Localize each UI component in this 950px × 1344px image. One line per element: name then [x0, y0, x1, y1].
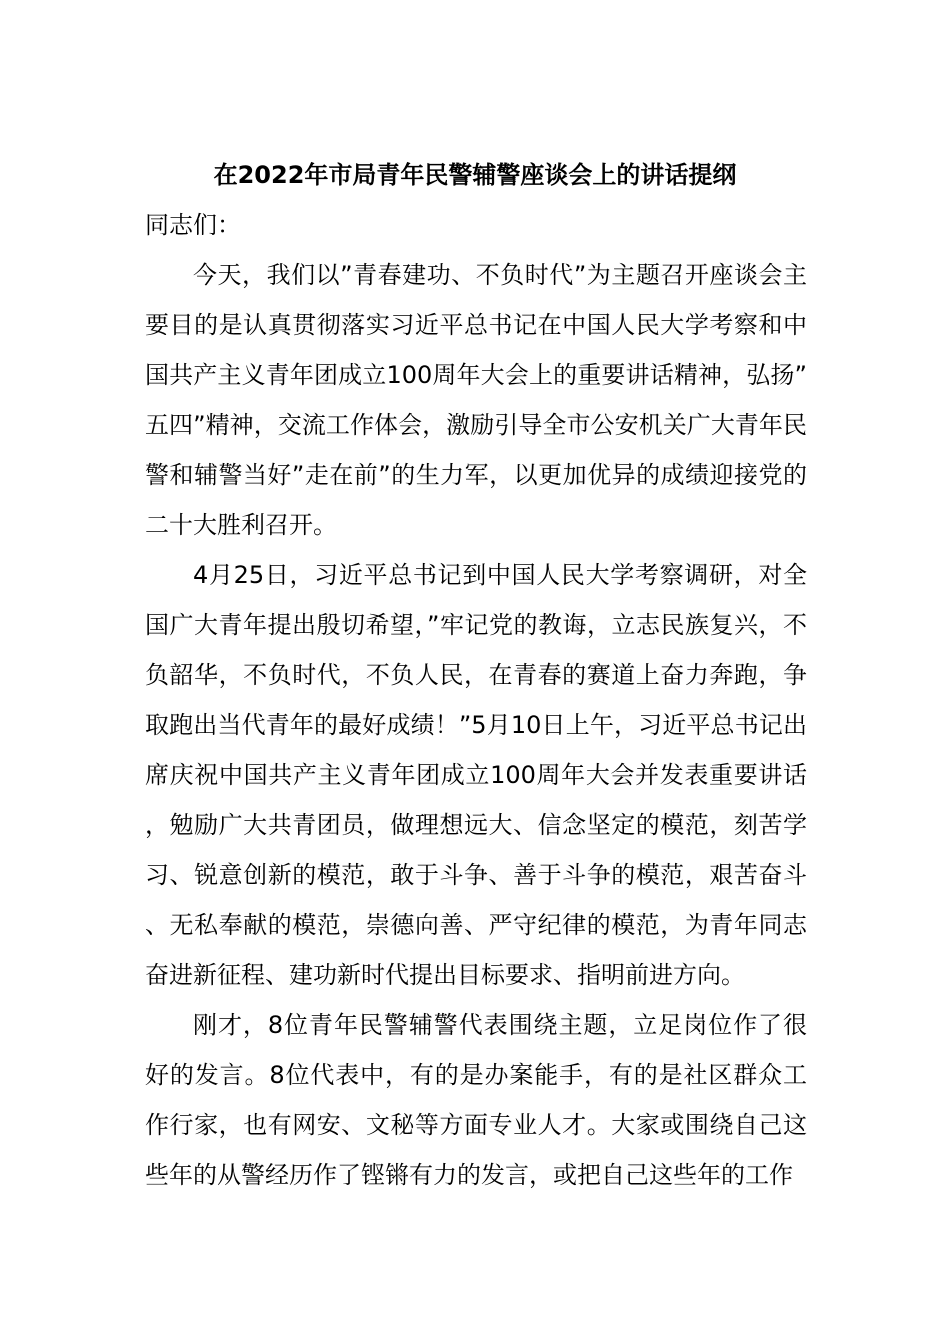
salutation: 同志们：: [145, 211, 241, 239]
paragraph-3: 刚才，8位青年民警辅警代表围绕主题，立足岗位作了很好的发言。8位代表中，有的是办案能手，有的是社区群众工作行家，也有网安、文秘等方面专业人才。大家或围绕自己这些年的从警经历作了铿锵有力的发言，或把自己这些年的工作: [145, 1011, 807, 1189]
document-title: 在2022年市局青年民警辅警座谈会上的讲话提纲: [213, 161, 737, 189]
paragraph-1: 今天，我们以”青春建功、不负时代”为主题召开座谈会主要目的是认真贯彻落实习近平总书记在中国人民大学考察和中国共产主义青年团成立100周年大会上的重要讲话精神，弘扬”五四”精神，交流工作体会，激励引导全市公安机关广大青年民警和辅警当好”走在前”的生力军，以更加优异的成绩迎接党的二十大胜利召开。: [145, 261, 807, 539]
document-body: [145, 200, 807, 1200]
paragraph-2: 4月25日，习近平总书记到中国人民大学考察调研，对全国广大青年提出殷切希望，”牢记党的教诲，立志民族复兴，不负韶华，不负时代，不负人民，在青春的赛道上奋力奔跑，争取跑出当代青年的最好成绩！”5月10日上午，习近平总书记出席庆祝中国共产主义青年团成立100周年大会并发表重要讲话，勉励广大共青团员，做理想远大、信念坚定的模范，刻苦学习、锐意创新的模范，敢于斗争、善于斗争的模范，艰苦奋斗、无私奉献的模范，崇德向善、严守纪律的模范，为青年同志奋进新征程、建功新时代提出目标要求、指明前进方向。: [145, 561, 807, 989]
